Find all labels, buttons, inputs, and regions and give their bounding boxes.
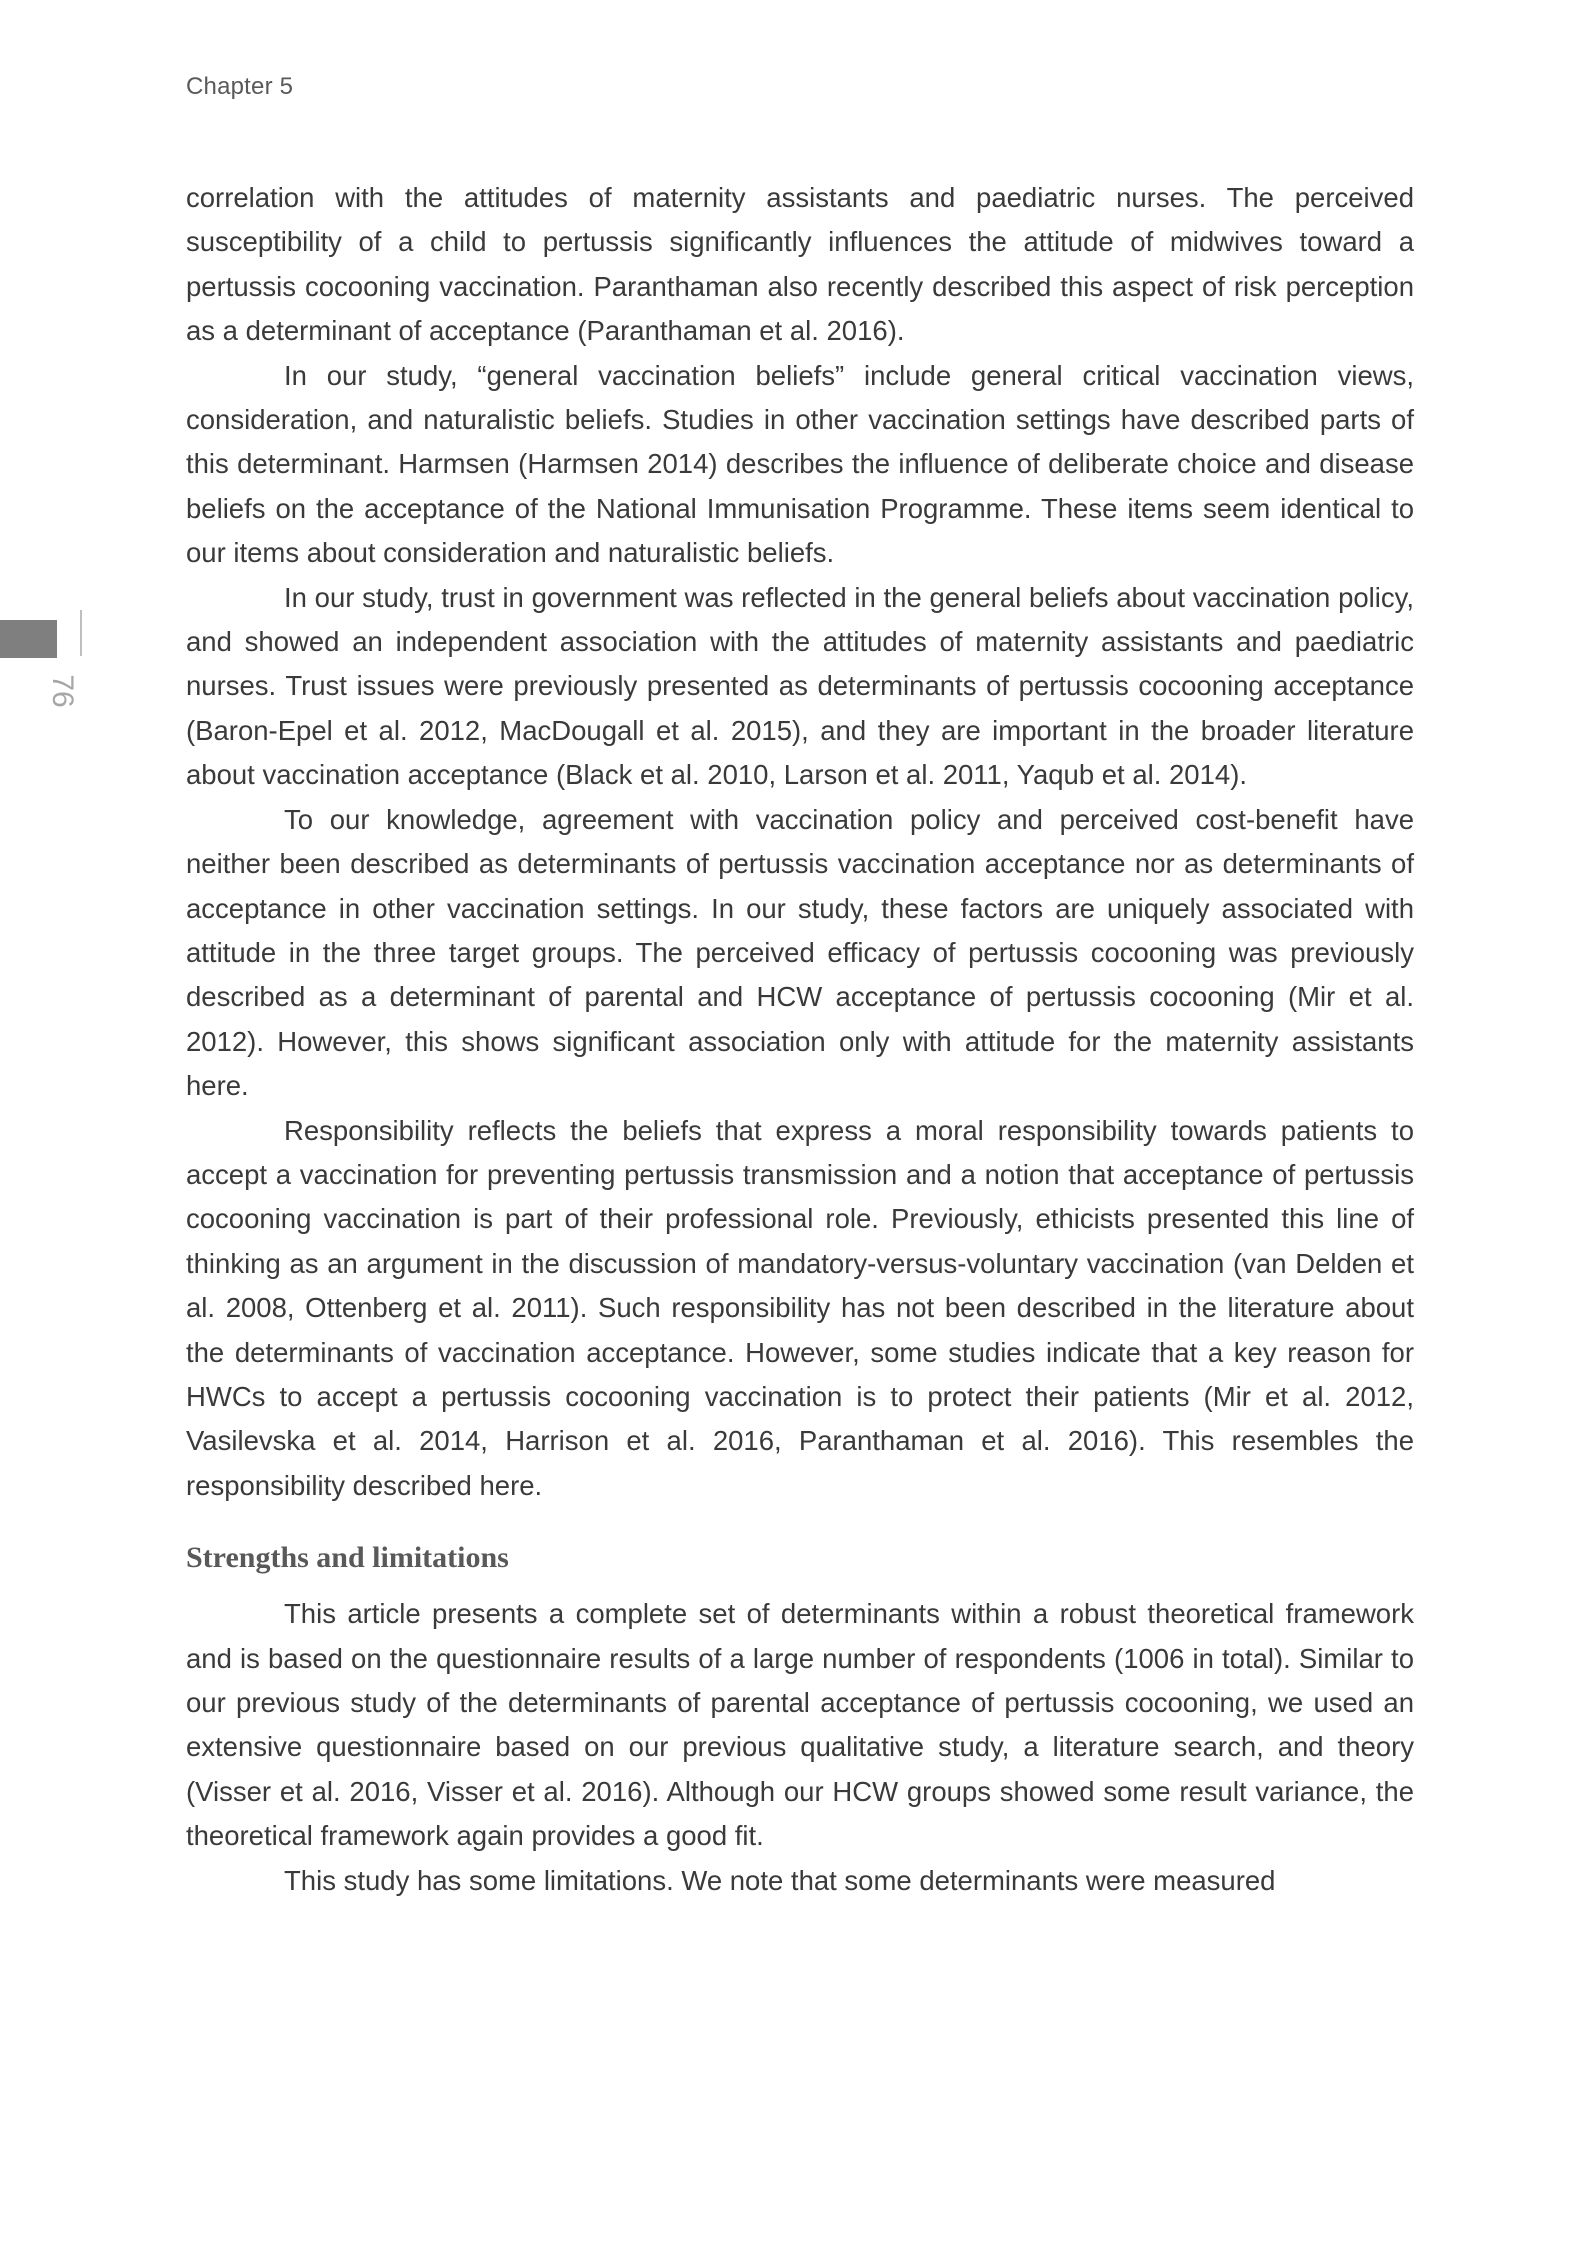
chapter-header: Chapter 5 — [186, 73, 294, 100]
page-edge-tab — [0, 620, 57, 658]
body-text — [186, 176, 1414, 1903]
paragraph-correlation-attitudes: correlation with the attitudes of maternity assistants and paediatric nurses. The perceived susceptibility of a child to pertussis significantly influences the attitude of midwives toward a pertussis cocooning vaccination. Paranthaman also recently described this aspect of risk perception as a determinant of acceptance (Paranthaman et al. 2016). — [186, 182, 1414, 347]
paragraph-article-presents: This article presents a complete set of determinants within a robust theoretical framework and is based on the questionnaire results of a large number of respondents (1006 in total). Similar to our previous study of the determinants of parental acceptance of pertussis cocooning, we used an extensive questionnaire based on our previous qualitative study, a literature search, and theory (Visser et al. 2016, Visser et al. 2016). Although our HCW groups showed some result variance, the theoretical framework again provides a good fit. — [186, 1598, 1414, 1852]
paragraph-study-limitations: This study has some limitations. We note that some determinants were measured — [284, 1864, 1276, 1896]
paragraph-trust-in-government: In our study, trust in government was reflected in the general beliefs about vaccination policy, and showed an independent association with the attitudes of maternity assistants and paediatric nurses. Trust issues were previously presented as determinants of pertussis cocooning acceptance (Baron-Epel et al. 2012, MacDougall et al. 2015), and they are important in the broader literature about vaccination acceptance (Black et al. 2010, Larson et al. 2011, Yaqub et al. 2014). — [186, 581, 1414, 791]
section-heading-strengths-limitations: Strengths and limitations — [186, 1541, 509, 1575]
paragraph-responsibility: Responsibility reflects the beliefs that express a moral responsibility towards patients to accept a vaccination for preventing pertussis transmission and a notion that acceptance of pertussis cocooning vaccination is part of their professional role. Previously, ethicists presented this line of thinking as an argument in the discussion of mandatory-versus-voluntary vaccination (van Delden et al. 2008, Ottenberg et al. 2011). Such responsibility has not been described in the literature about the determinants of vaccination acceptance. However, some studies indicate that a key reason for HWCs to accept a pertussis cocooning vaccination is to protect their patients (Mir et al. 2012, Vasilevska et al. 2014, Harrison et al. 2016, Paranthaman et al. 2016). This resembles the responsibility described here. — [186, 1114, 1414, 1501]
paragraph-general-vaccination-beliefs: In our study, “general vaccination beliefs” include general critical vaccination views, consideration, and naturalistic beliefs. Studies in other vaccination settings have described parts of this determinant. Harmsen (Harmsen 2014) describes the influence of deliberate choice and disease beliefs on the acceptance of the National Immunisation Programme. These items seem identical to our items about consideration and naturalistic beliefs. — [186, 359, 1414, 569]
paragraph-agreement-vaccination-policy: To our knowledge, agreement with vaccination policy and perceived cost-benefit have neither been described as determinants of pertussis vaccination acceptance nor as determinants of acceptance in other vaccination settings. In our study, these factors are uniquely associated with attitude in the three target groups. The perceived efficacy of pertussis cocooning was previously described as a determinant of parental and HCW acceptance of pertussis cocooning (Mir et al. 2012). However, this shows significant association only with attitude for the maternity assistants here. — [186, 803, 1414, 1102]
page-number: 76 — [46, 674, 79, 708]
page-edge-rule — [80, 610, 82, 656]
